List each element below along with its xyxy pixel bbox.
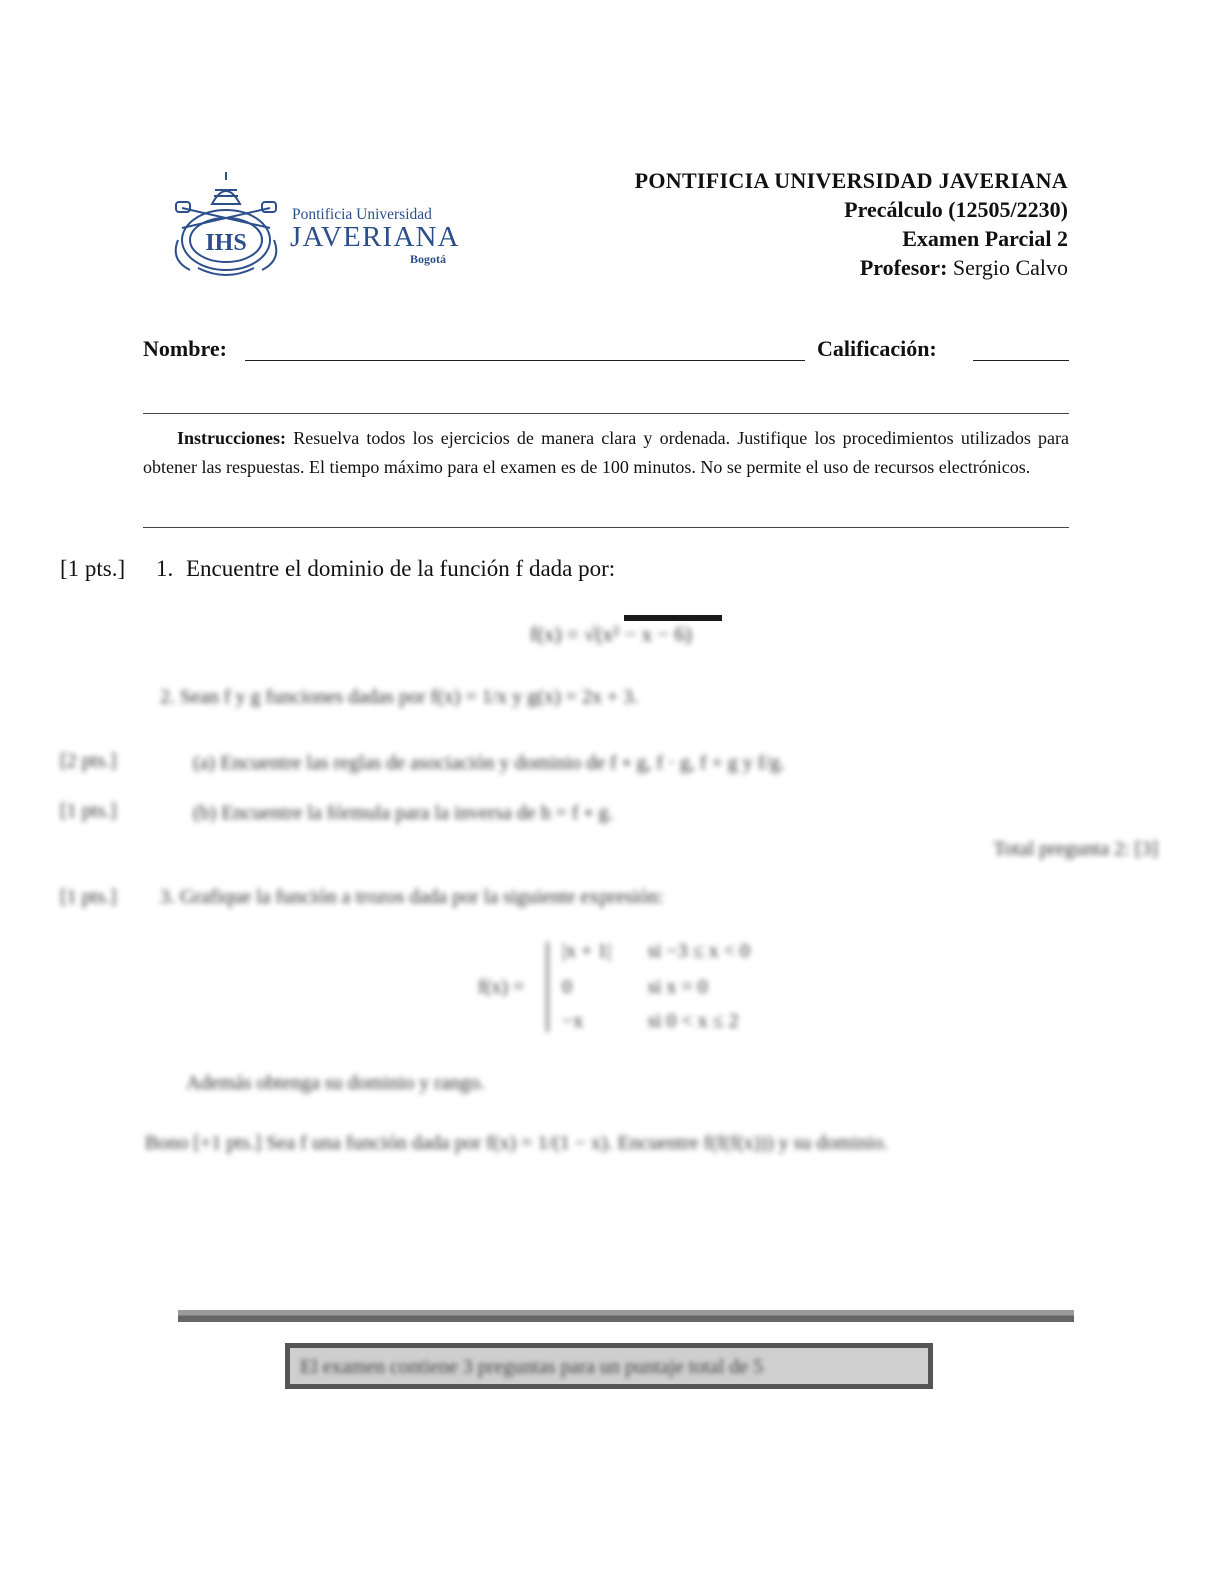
instructions-block: [143, 424, 1069, 481]
q2-total: Total pregunta 2: [3]: [993, 838, 1158, 860]
logo-text-bogota: Bogotá: [410, 252, 446, 266]
name-label: Nombre:: [143, 336, 227, 361]
summary-text: El examen contiene 3 preguntas para un puntaje total de 5: [300, 1356, 764, 1378]
summary-box: [285, 1343, 933, 1389]
name-blank-line[interactable]: [245, 360, 805, 361]
piecewise-cond: si −3 ≤ x < 0: [648, 940, 750, 962]
q2a-text: (a) Encuentre las reglas de asociación y dominio de f ∘ g, f · g, f + g y f/g.: [193, 752, 786, 774]
professor-label: Profesor:: [859, 255, 948, 280]
piecewise-expr: 0: [562, 976, 572, 998]
piecewise-brace: [546, 942, 555, 1032]
instructions-label: Instrucciones:: [177, 428, 286, 448]
q1-formula: f(x) = √(x² − x − 6): [530, 622, 692, 646]
q3-points: [1 pts.]: [60, 886, 117, 908]
exam-title: Examen Parcial 2: [902, 226, 1068, 251]
q1-number: 1.: [156, 556, 174, 581]
professor-line: [860, 255, 1068, 281]
divider-top: [143, 413, 1069, 414]
piecewise-expr: |x + 1|: [562, 940, 612, 962]
q2b-text: (b) Encuentre la fórmula para la inversa de h = f ∘ g.: [193, 802, 614, 824]
q1-text: Encuentre el dominio de la función f dada por:: [186, 556, 616, 581]
piecewise-expr: −x: [562, 1010, 584, 1032]
bonus-question: Bono [+1 pts.] Sea f una función dada por f(x) = 1/(1 − x). Encuentre f(f(f(x))) y su dominio.: [145, 1132, 889, 1154]
instructions-text: Resuelva todos los ejercicios de manera clara y ordenada. Justifique los procedimientos utilizados para obtener las respuestas. El tiempo máximo para el examen es de 100 minutos. No se permite el uso de recursos electrónicos.: [143, 428, 1070, 477]
q3-text: 3. Grafique la función a trozos dada por la siguiente expresión:: [160, 886, 664, 908]
piecewise-cond: si x = 0: [648, 976, 708, 998]
q2-text: 2. Sean f y g funciones dadas por f(x) = 1/x y g(x) = 2x + 3.: [160, 686, 639, 708]
sqrt-vinculum: [624, 615, 722, 621]
q2b-points: [1 pts.]: [60, 800, 117, 822]
q1-points: [1 pts.]: [60, 556, 126, 581]
footer-rule: [178, 1310, 1074, 1322]
divider-bottom: [143, 527, 1069, 528]
grade-blank-line[interactable]: [973, 360, 1069, 361]
course-title: Precálculo (12505/2230): [844, 197, 1068, 222]
grade-label: Calificación:: [817, 336, 937, 361]
q3-followup: Además obtenga su dominio y rango.: [186, 1072, 485, 1094]
crest-monogram: IHS: [205, 230, 247, 256]
university-name: PONTIFICIA UNIVERSIDAD JAVERIANA: [634, 168, 1068, 193]
logo-text-pontificia: Pontificia Universidad: [292, 206, 432, 223]
student-fields: [143, 336, 1069, 366]
piecewise-cond: si 0 < x ≤ 2: [648, 1010, 739, 1032]
q2a-points: [2 pts.]: [60, 750, 117, 772]
piecewise-function: [478, 936, 798, 1036]
logo-text-javeriana: JAVERIANA: [290, 221, 460, 253]
professor-name: Sergio Calvo: [952, 255, 1068, 280]
piecewise-lhs: f(x) =: [478, 976, 525, 998]
